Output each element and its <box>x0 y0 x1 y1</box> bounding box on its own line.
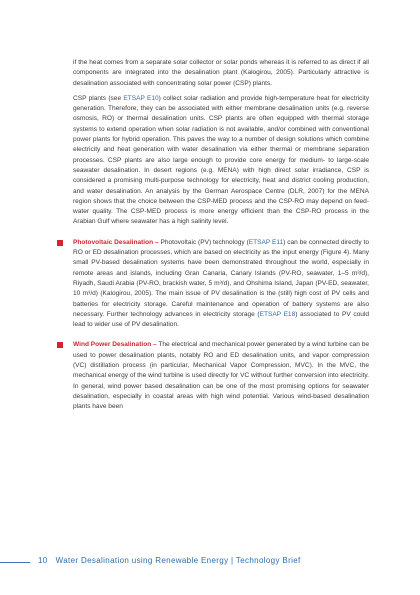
paragraph-indirect-direct: if the heat comes from a separate solar collector or solar ponds whereas it is referred to as direct if all components are integrated into the desalination plant (Kalogirou, 2005). Particularly attractive is desalination associated with concentrating solar power (CSP) plants. <box>73 59 369 87</box>
reference-link-etsap-e11[interactable]: ETSAP E11 <box>248 238 284 246</box>
paragraph-csp <box>73 94 369 228</box>
reference-link-etsap-e10[interactable]: ETSAP E10 <box>123 94 159 102</box>
wind-text-a: The electrical and mechanical power generated by a wind turbine can be used to power desalination plants, notably RO and ED desalination units, and vapor compression (VC) distillation process (in particular, Mechanical Vapor Compression, MVC). In the MVC, the mechanical energy of the wind turbine is used directly for VC without further conversion into electricity. In general, wind power based desalination can be one of the most promising options for seawater desalination, especially in coastal areas with high wind potential. Various wind-based desalination plants have been <box>73 341 369 411</box>
footer-title: Water Desalination using Renewable Energy | Technology Brief <box>55 556 301 565</box>
csp-text-start: CSP plants (see <box>73 94 124 102</box>
reference-link-etsap-e18[interactable]: ETSAP E18 <box>259 310 296 318</box>
red-square-bullet-icon <box>57 342 63 348</box>
item-title-photovoltaic: Photovoltaic Desalination – <box>73 238 159 246</box>
list-item-wind <box>73 340 369 412</box>
red-square-bullet-icon <box>57 240 63 246</box>
page-body <box>73 58 369 423</box>
csp-text-rest: ) collect solar radiation and provide high-temperature heat for electricity generation. Therefore, they can be associated with either membrane desalination units (e.g. reverse osmosis, RO) or thermal desalination units. CSP plants are often equipped with thermal storage systems to extend operation when solar radiation is not available, and/or combined with conventional power plants for hybrid operation. This paves the way to a number of design solutions which combine electricity and heat generation with water desalination via either thermal or membrane separation processes. CSP plants are also large enough to provide core energy for medium- to large-scale seawater desalination. In desert regions (e.g. MENA) with high direct solar irradiance, CSP is considered a promising multi-purpose technology for electricity, heat and district cooling production, and water desalination. An analysis by the German Aerospace Centre (DLR, 2007) for the MENA region shows that the choice between the CSP-MED process and the CSP-RO may depend on feed-water quality. The CSP-MED process is more energy efficient than the CSP-RO process in the Arabian Gulf where seawater has a high salinity level. <box>73 94 369 226</box>
item-title-wind: Wind Power Desalination – <box>73 341 157 349</box>
pv-text-b: ) can be connected directly to RO or ED desalination processes, which are based on electricity as the input energy (Figure 4). Many small PV-based desalination systems have been demonstrated throughout the world, especially in remote areas and islands, including Gran Canaria, Canary Islands (PV-RO, seawater, 1–5 m³/d), Riyadh, Saudi Arabia (PV-RO, brackish water, 5 m³/d), and Ohshima Island, Japan (PV-ED, seawater, 10 m³/d) (Kalogirou, 2005). The main issue of PV desalination is the (still) high cost of PV cells and batteries for electricity storage. Careful maintenance and operation of battery systems are also necessary. Further technology advances in electricity storage ( <box>73 238 369 318</box>
pv-text-a: Photovoltaic (PV) technology ( <box>158 238 249 246</box>
pv-text-c: ) associated to PV could lead to wider use of PV desalination. <box>73 310 369 329</box>
list-item-photovoltaic <box>73 238 369 331</box>
page-number: 10 <box>38 556 48 565</box>
footer-rule <box>0 562 30 563</box>
page-footer <box>38 556 301 565</box>
